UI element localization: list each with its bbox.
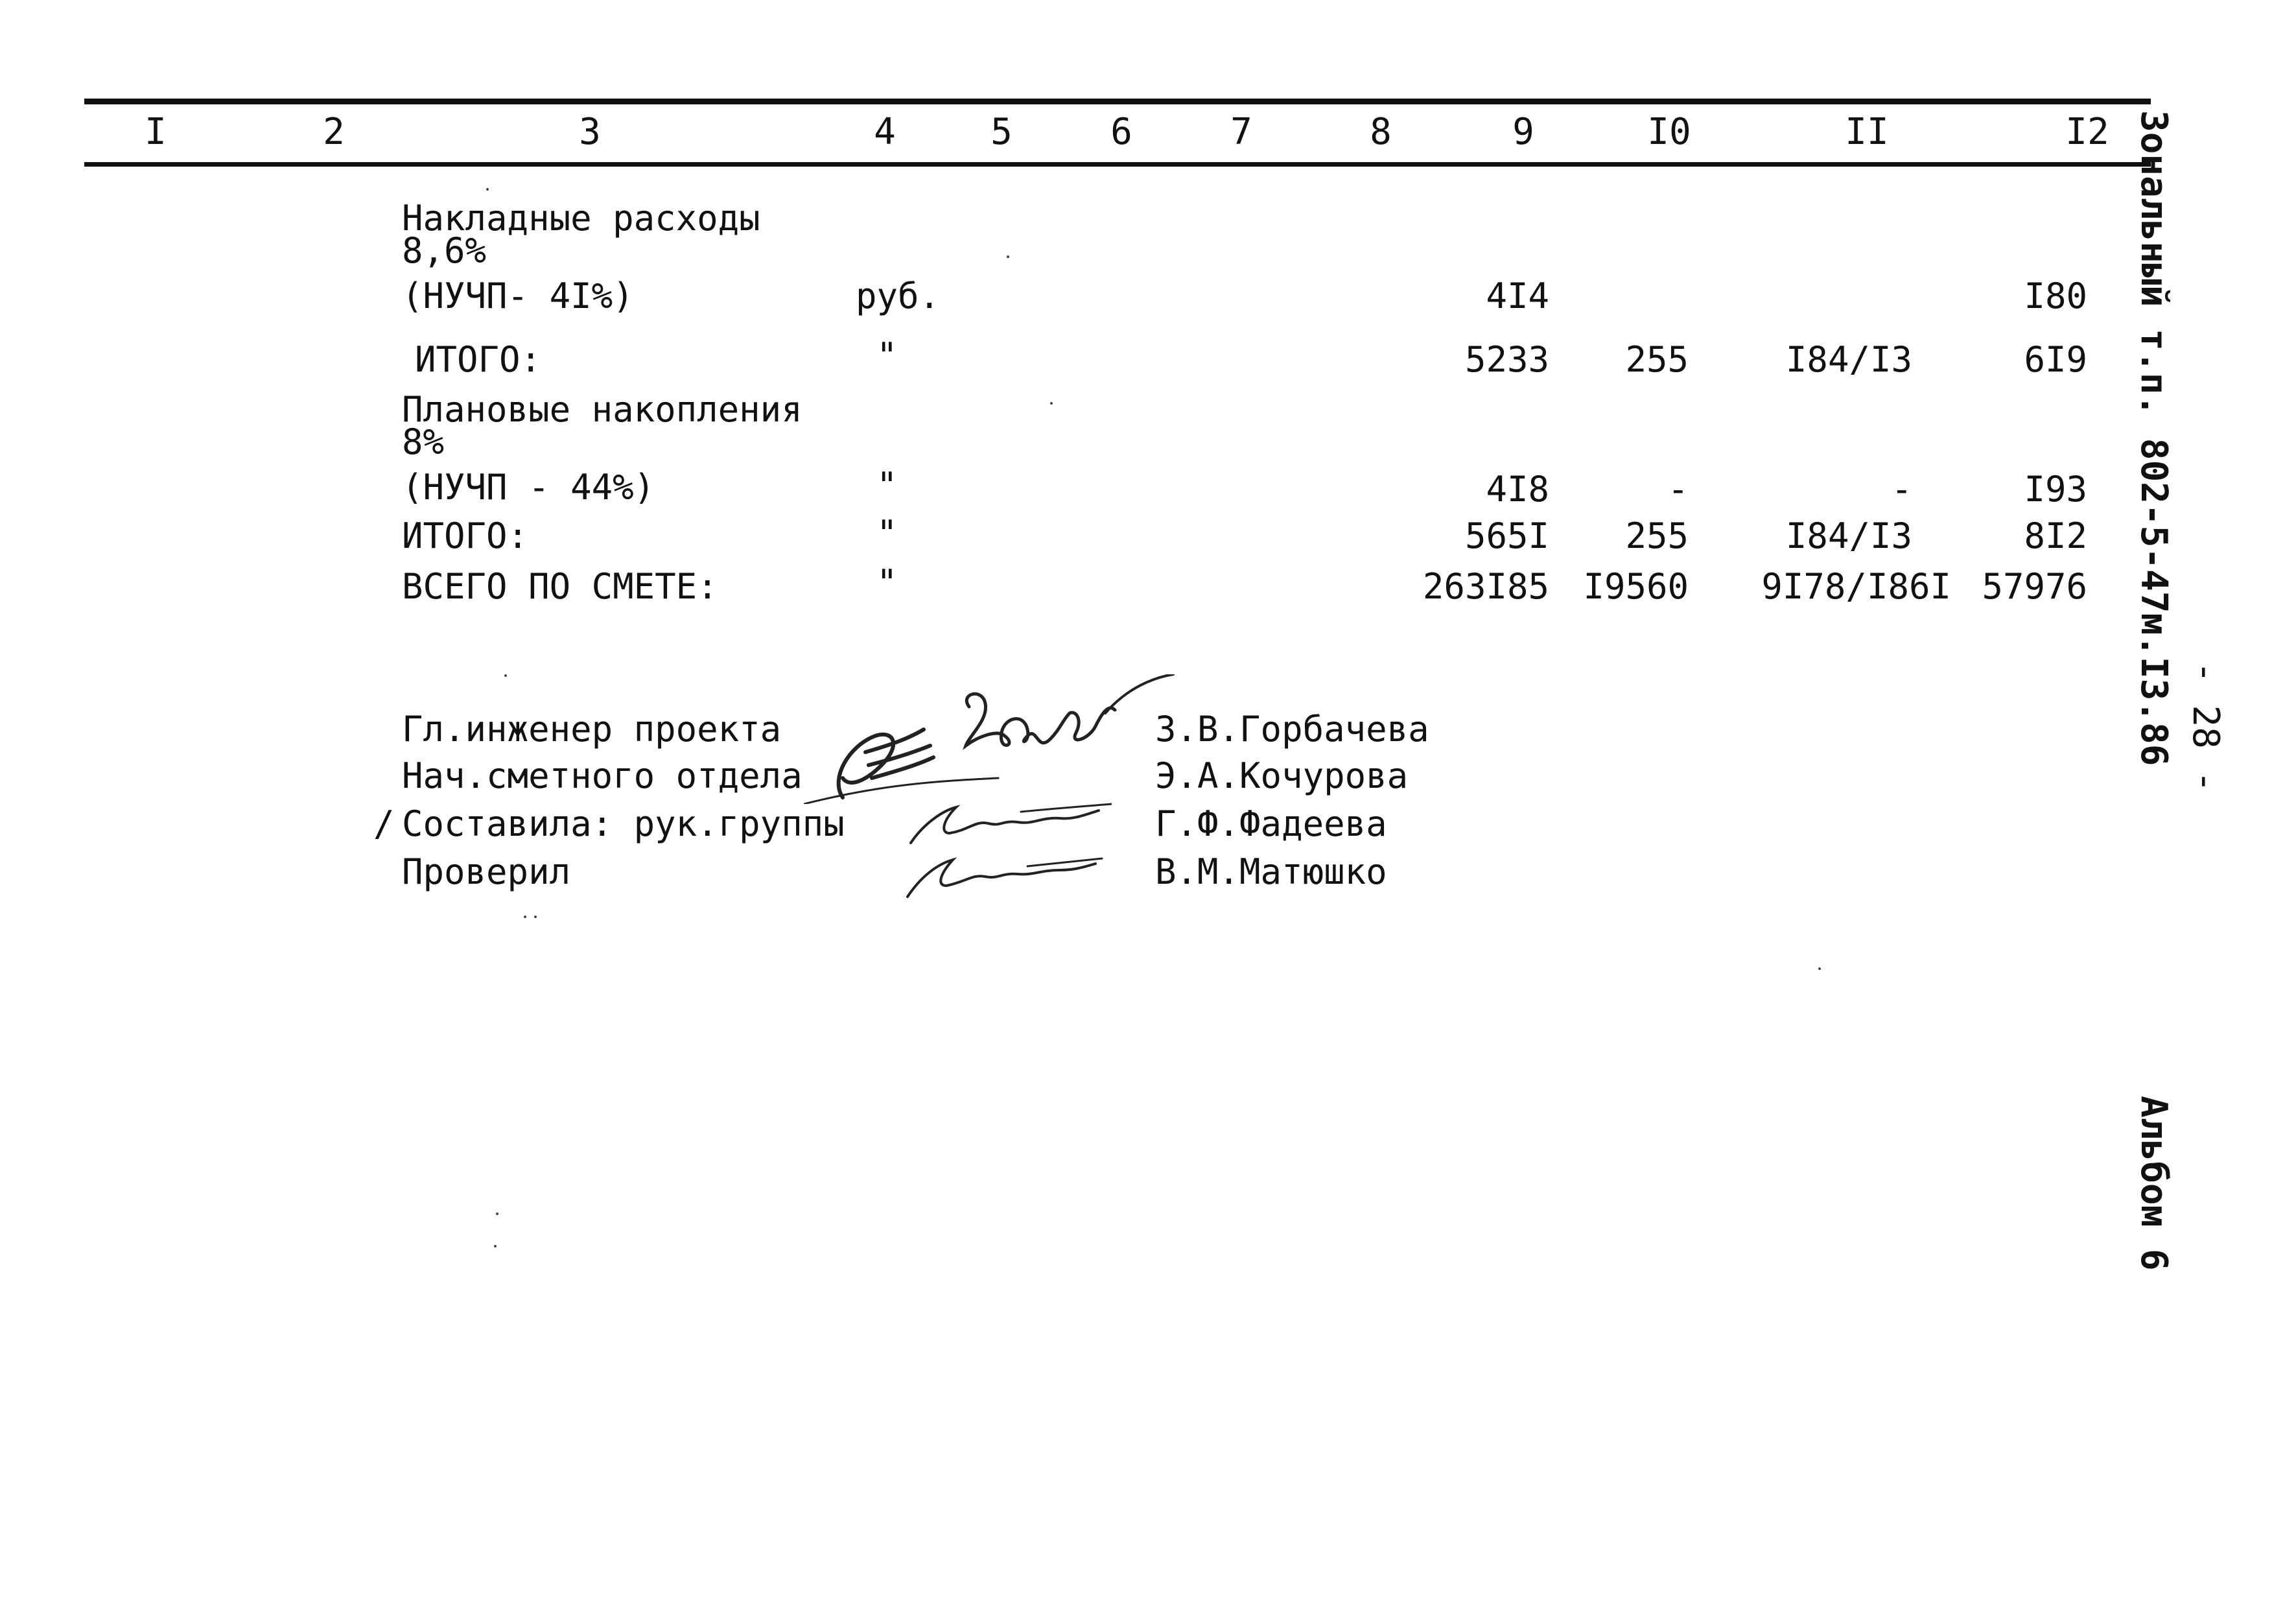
overhead-basis: (НУЧП- 4I%) [402, 276, 634, 316]
column-header-7: 7 [1230, 111, 1252, 153]
scan-speck [1050, 402, 1053, 405]
planned-unit: " [876, 465, 898, 506]
total1-unit: " [876, 335, 898, 376]
column-header-11: II [1845, 111, 1889, 153]
total2-col9: 565I [1464, 515, 1549, 556]
column-header-10: I0 [1647, 111, 1691, 153]
total2-col10: 255 [1625, 515, 1689, 556]
grand-total-unit: " [876, 562, 898, 603]
grand-total-col11: 9I78/I86I [1761, 566, 1951, 607]
header-bottom-rule [84, 162, 2151, 167]
scan-speck [496, 1212, 498, 1215]
grand-total-col9: 263I85 [1422, 566, 1549, 607]
signatory-name-estimate-head: Э.А.Кочурова [1155, 755, 1409, 796]
grand-total-col12: 57976 [1982, 566, 2087, 607]
column-header-12: I2 [2065, 111, 2109, 153]
planned-basis: (НУЧП - 44%) [402, 467, 655, 508]
overhead-title: Накладные расходы [402, 198, 760, 239]
album-label: Альбом 6 [2133, 1096, 2175, 1271]
header-top-rule [84, 99, 2151, 104]
signatory-role-chief-engineer: Гл.инженер проекта [402, 709, 782, 750]
total2-label: ИТОГО: [402, 515, 529, 556]
column-header-2: 2 [323, 111, 345, 153]
overhead-unit: руб. [856, 276, 941, 316]
column-header-1: I [145, 111, 167, 153]
handwritten-signature-main [804, 674, 1180, 804]
scan-speck [524, 916, 526, 918]
signatory-role-estimate-head: Нач.сметного отдела [402, 755, 802, 796]
overhead-col12: I80 [2024, 276, 2087, 316]
total1-col11: I84/I3 [1785, 339, 1912, 380]
total1-col12: 6I9 [2024, 339, 2087, 380]
signatory-role-checker: Проверил [402, 851, 571, 892]
handwritten-signature-compiler [904, 798, 1112, 849]
scan-speck [504, 674, 507, 677]
column-header-4: 4 [874, 111, 896, 153]
document-code-margin: Зональный т.п. 802-5-47м.I3.86 [2133, 110, 2175, 766]
column-header-5: 5 [990, 111, 1013, 153]
total2-col11: I84/I3 [1785, 515, 1912, 556]
overhead-percent: 8,6% [402, 230, 487, 271]
signatory-name-compiler: Г.Ф.Фадеева [1155, 803, 1387, 844]
planned-col12: I93 [2024, 469, 2087, 510]
total1-label: ИТОГО: [415, 339, 542, 380]
handwritten-signature-checker [898, 848, 1105, 900]
total1-col9: 5233 [1464, 339, 1549, 380]
total2-col12: 8I2 [2024, 515, 2087, 556]
planned-percent: 8% [402, 421, 445, 462]
scan-speck [486, 188, 489, 191]
column-header-3: 3 [579, 111, 601, 153]
signatory-name-checker: В.М.Матюшко [1155, 851, 1387, 892]
signatory-name-chief-engineer: З.В.Горбачева [1155, 709, 1429, 750]
scan-speck [1818, 967, 1821, 970]
planned-col10: - [1667, 469, 1689, 510]
scan-speck [534, 916, 537, 918]
column-header-9: 9 [1512, 111, 1534, 153]
planned-title: Плановые накопления [402, 389, 802, 430]
planned-col11: - [1891, 469, 1912, 510]
total1-col10: 255 [1625, 339, 1689, 380]
total2-unit: " [876, 513, 898, 554]
scan-speck [1007, 255, 1009, 258]
grand-total-label: ВСЕГО ПО СМЕТЕ: [402, 566, 718, 607]
overhead-col9: 4I4 [1486, 276, 1549, 316]
signatory-role-compiler: Составила: рук.группы [402, 803, 845, 844]
column-header-6: 6 [1110, 111, 1132, 153]
slash-mark: / [373, 803, 395, 844]
planned-col9: 4I8 [1486, 469, 1549, 510]
page-number: - 28 - [2185, 661, 2227, 793]
grand-total-col10: I9560 [1583, 566, 1689, 607]
column-header-8: 8 [1370, 111, 1392, 153]
scan-speck [494, 1245, 497, 1247]
